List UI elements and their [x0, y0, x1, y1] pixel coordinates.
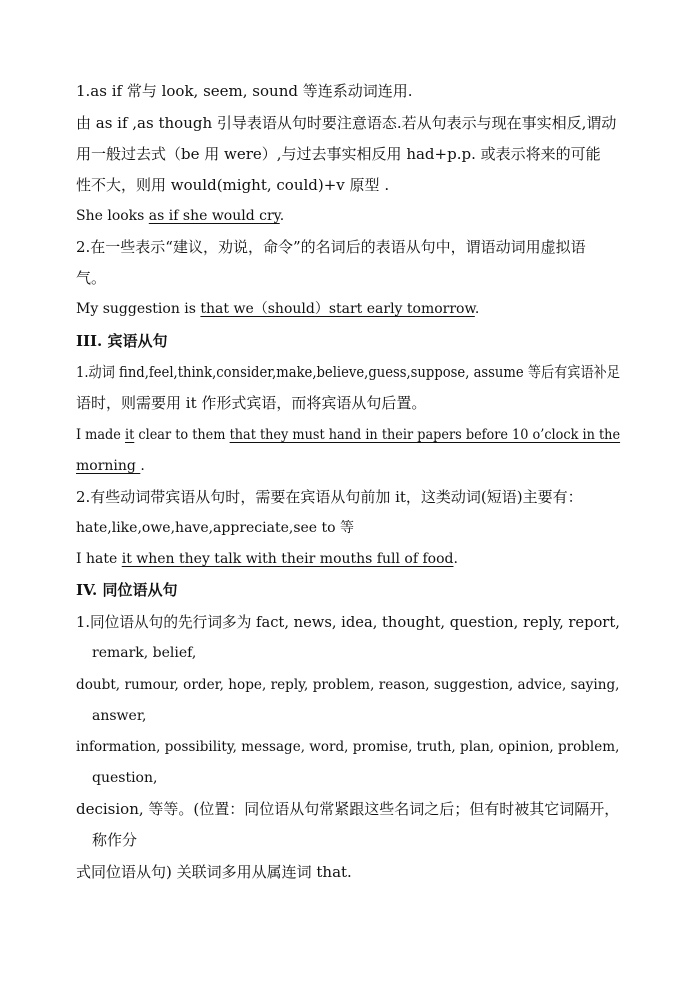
appositive-nouns-wrap: answer,	[92, 708, 147, 724]
rule-as-if-mood: 由 as if ,as though 引导表语从句时要注意语态.若从句表示与现在事实相反,谓动	[76, 114, 617, 132]
rule-formal-object: 1.动词 find,feel,think,consider,make,believe,guess,suppose, assume 等后有宾语补足	[76, 363, 620, 381]
appositive-nouns-line: 1.同位语从句的先行词多为 fact, news, idea, thought, question, reply, report,	[76, 613, 620, 631]
example-text: .	[140, 458, 145, 474]
example-text: I hate	[76, 551, 122, 567]
example-underlined-it: it	[124, 427, 135, 443]
rule-as-if-mood-cont: 用一般过去式（be 用 were）,与过去事实相反用 had+p.p. 或表示将来的可能	[76, 145, 601, 163]
example-text: She looks	[76, 208, 149, 224]
example-underlined-clause: that they must hand in their papers before 10 o’clock in the	[229, 427, 621, 443]
example-underlined-clause: as if she would cry	[148, 208, 280, 224]
appositive-position-note-wrap: 称作分	[92, 831, 138, 849]
appositive-nouns-line: doubt, rumour, order, hope, reply, problem, reason, suggestion, advice, saying,	[76, 677, 620, 693]
example-sentence	[76, 549, 458, 569]
rule-it-before-clause: 2.有些动词带宾语从句时，需要在宾语从句前加 it，这类动词(短语)主要有：	[76, 488, 583, 506]
example-text: My suggestion is	[76, 301, 201, 317]
section-heading-object-clause: III. 宾语从句	[76, 332, 168, 350]
verb-list: hate,like,owe,have,appreciate,see to 等	[76, 520, 355, 536]
rule-formal-object-cont: 语时，则需要用 it 作形式宾语，而将宾语从句后置。	[76, 394, 427, 412]
appositive-nouns-line: information, possibility, message, word, promise, truth, plan, opinion, problem,	[76, 739, 620, 755]
appositive-connective-note: 式同位语从句) 关联词多用从属连词 that.	[76, 863, 352, 881]
example-sentence	[76, 299, 479, 319]
section-heading-appositive-clause: IV. 同位语从句	[76, 581, 178, 599]
rule-as-if-linking-verbs: 1.as if 常与 look, seem, sound 等连系动词连用.	[76, 82, 413, 100]
rule-suggestion-nouns-cont: 气。	[76, 269, 107, 287]
appositive-nouns-wrap: remark, belief,	[92, 645, 197, 661]
example-sentence	[76, 425, 620, 445]
example-text: .	[453, 551, 458, 567]
rule-as-if-mood-end: 性不大，则用 would(might, could)+v 原型 .	[76, 176, 390, 194]
appositive-position-note: decision, 等等。(位置：同位语从句常紧跟这些名词之后；但有时被其它词隔开，	[76, 800, 620, 818]
rule-suggestion-nouns: 2.在一些表示“建议，劝说，命令”的名词后的表语从句中，谓语动词用虚拟语	[76, 238, 586, 256]
appositive-nouns-wrap: question,	[92, 770, 158, 786]
example-underlined-clause: morning	[76, 458, 141, 474]
example-text: .	[474, 301, 480, 317]
example-underlined-clause: it when they talk with their mouths full of food	[121, 551, 454, 567]
example-sentence-cont	[76, 456, 145, 476]
example-underlined-clause: that we（should）start early tomorrow	[200, 301, 475, 317]
example-text: .	[279, 208, 285, 224]
example-sentence	[76, 206, 284, 226]
example-text: clear to them	[134, 427, 230, 443]
example-text: I made	[76, 427, 125, 443]
